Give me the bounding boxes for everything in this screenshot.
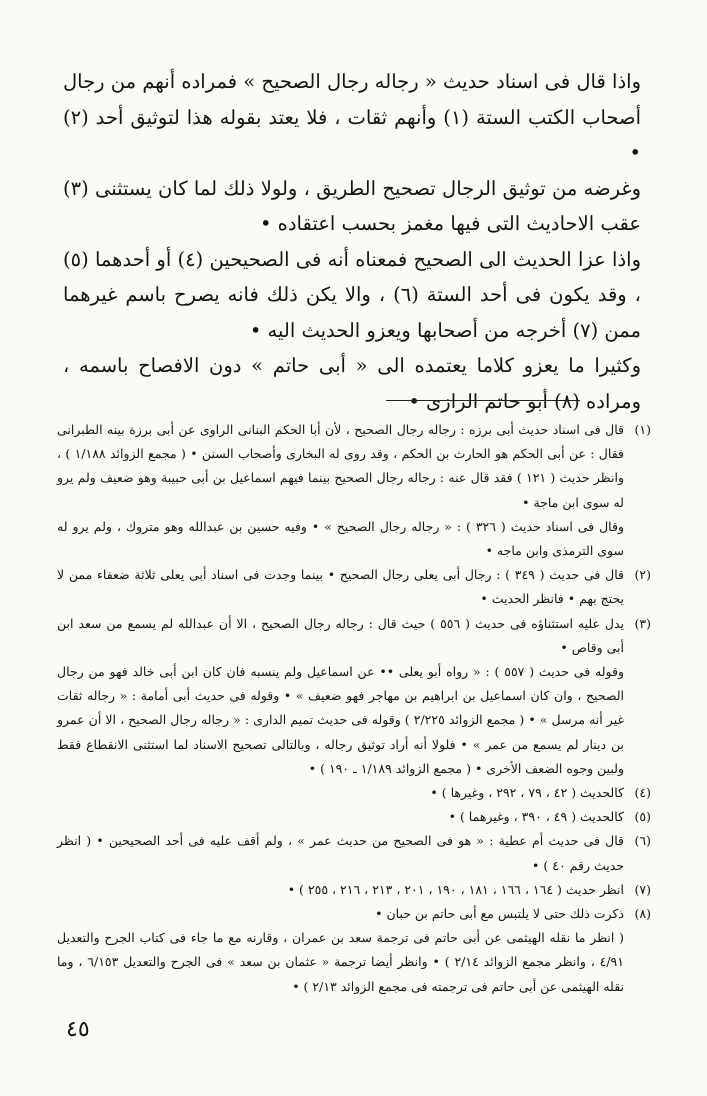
footnote-text: قال فى حديث أم عطية : « هو فى الصحيح من حديث عمر » ، ولم أقف عليه فى أحد الصحيحين • ( انظر حديث رقم ٤٠ ) • (57, 833, 624, 873)
footnote-number: (٨) (634, 906, 651, 922)
main-text (63, 64, 641, 419)
footnote-text: ذكرت ذلك حتى لا يلتبس مع أبى حاتم بن حبان • (375, 906, 624, 922)
footnote-5 (57, 805, 651, 829)
main-paragraph: وغرضه من توثيق الرجال تصحيح الطريق ، ولولا ذلك لما كان يستثنى (٣) عقب الاحاديث التى فيها مغمز بحسب اعتقاده • (63, 176, 641, 235)
footnote-text: وقال فى اسناد حديث ( ٣٢٦ ) : « رجاله رجال الصحيح » • وفيه حسين بن عبدالله وهو متروك ، ولم يرو له سوى الترمذى وابن ماجه • (57, 518, 624, 559)
footnote-number: (٤) (634, 785, 651, 801)
footnote-text: قال فى اسناد حديث أبى برزه : رجاله رجال الصحيح ، لأن أبا الحكم البنانى الراوى عن أبى برزة بينه الطبرانى فقال : عن أبى الحكم هو الحارث بن الحكم ، وقد روى له البخارى وأصحاب السنن • ( مجمع الزوائد ١/١٨٨ ) ، وانظر حديث ( ١٢١ ) فقد قال عنه : رجاله رجال الصحيح بينما فيهم اسماعيل بن أبى حبيبة وهو ضعيف ولم يرو له سوى ابن ماجة • (57, 422, 625, 510)
footnote-text: كالحديث ( ٤٢ ، ٧٩ ، ٢٩٢ ، وغيرها ) • (430, 785, 624, 801)
footnote-number: (٦) (634, 833, 651, 849)
footnote-text: كالحديث ( ٤٩ ، ٣٩٠ ، وغيرهما ) • (448, 809, 624, 825)
footnotes (57, 418, 651, 999)
footnote-1 (57, 418, 651, 563)
footnote-text: قال فى حديث ( ٣٤٩ ) : رجال أبى يعلى رجال الصحيح • بينما وجدت فى اسناد أبى يعلى ثلاثة ضعفاء ممن لا يحتج بهم • فانظر الحديث • (57, 567, 624, 607)
main-paragraph: وكثيرا ما يعزو كلاما يعتمده الى « أبى حاتم » دون الافصاح باسمه ، ومراده (٨) أبو حاتم الرازى • (63, 354, 641, 413)
main-paragraph: واذا قال فى اسناد حديث « رجاله رجال الصحيح » فمراده أنهم من رجال أصحاب الكتب الستة (١) وأنهم ثقات ، فلا يعتد بقوله هذا لتوثيق أحد (٢) • (63, 70, 641, 164)
footnote-text: يدل عليه استثناؤه فى حديث ( ٥٥٦ ) حيث قال : رجاله رجال الصحيح ، الا أن عبدالله لم يسمع من سعد ابن أبى وقاص • (57, 615, 624, 655)
footnote-3 (57, 612, 651, 781)
main-paragraph: واذا عزا الحديث الى الصحيح فمعناه أنه فى الصحيحين (٤) أو أحدهما (٥) ، وقد يكون فى أحد الستة (٦) ، والا يكن ذلك فانه يصرح باسم غيرهما ممن (٧) أخرجه من أصحابها ويعزو الحديث اليه • (63, 247, 641, 342)
footnote-text: انظر حديث ( ١٦٤ ، ١٦٦ ، ١٨١ ، ١٩٠ ، ٢٠١ ، ٢١٣ ، ٢١٦ ، ٢٥٥ ) • (287, 881, 624, 897)
footnote-2 (57, 563, 651, 611)
footnote-number: (١) (634, 422, 651, 437)
footnote-text: وقوله فى حديث ( ٥٥٧ ) : « رواه أبو يعلى •• عن اسماعيل ولم ينسبه فان كان ابن أبى خالد فهو من رجال الصحيح ، وان كان اسماعيل بن ابراهيم بن مهاجر فهو ضعيف » • وقوله فى حديث أبى أمامة : « رجاله ثقات غير أنه مرسل » • ( مجمع الزوائد ٢/٢٢٥ ) وقوله فى حديث تميم الدارى : « رجاله رجال الصحيح ، الا أن عمرو بن دينار لم يسمع من عمر » • فلولا أنه أراد توثيق رجاله ، وبالتالى تصحيح الاسناد لما استثنى الانقطاع فقط ولبين وجوه الضعف الأخرى • ( مجمع الزوائد ١/١٨٩ ـ ١٩٠ ) • (57, 664, 625, 776)
footnote-number: (٥) (634, 809, 651, 825)
footnote-8 (57, 902, 651, 999)
footnote-number: (٢) (634, 567, 651, 583)
footnote-separator (386, 400, 580, 401)
footnote-6 (57, 829, 651, 877)
footnote-number: (٧) (634, 881, 651, 897)
page-number: ٤٥ (66, 1017, 90, 1042)
footnote-7 (57, 878, 651, 902)
footnote-text: ( انظر ما نقله الهيثمى عن أبى حاتم فى ترجمة سعد بن عمران ، وقارنه مع ما جاء فى كتاب الجرح والتعديل ٤/٩١ ، وانظر مجمع الزوائد ٢/١٤ ) • وانظر أيضا ترجمة « عثمان بن سعد » فى الجرح والتعديل ٦/١٥٣ ، وما نقله الهيثمى عن أبى حاتم فى ترجمته فى مجمع الزوائد ٢/١٣ ) • (57, 930, 624, 994)
footnote-4 (57, 781, 651, 805)
footnote-number: (٣) (634, 615, 651, 631)
